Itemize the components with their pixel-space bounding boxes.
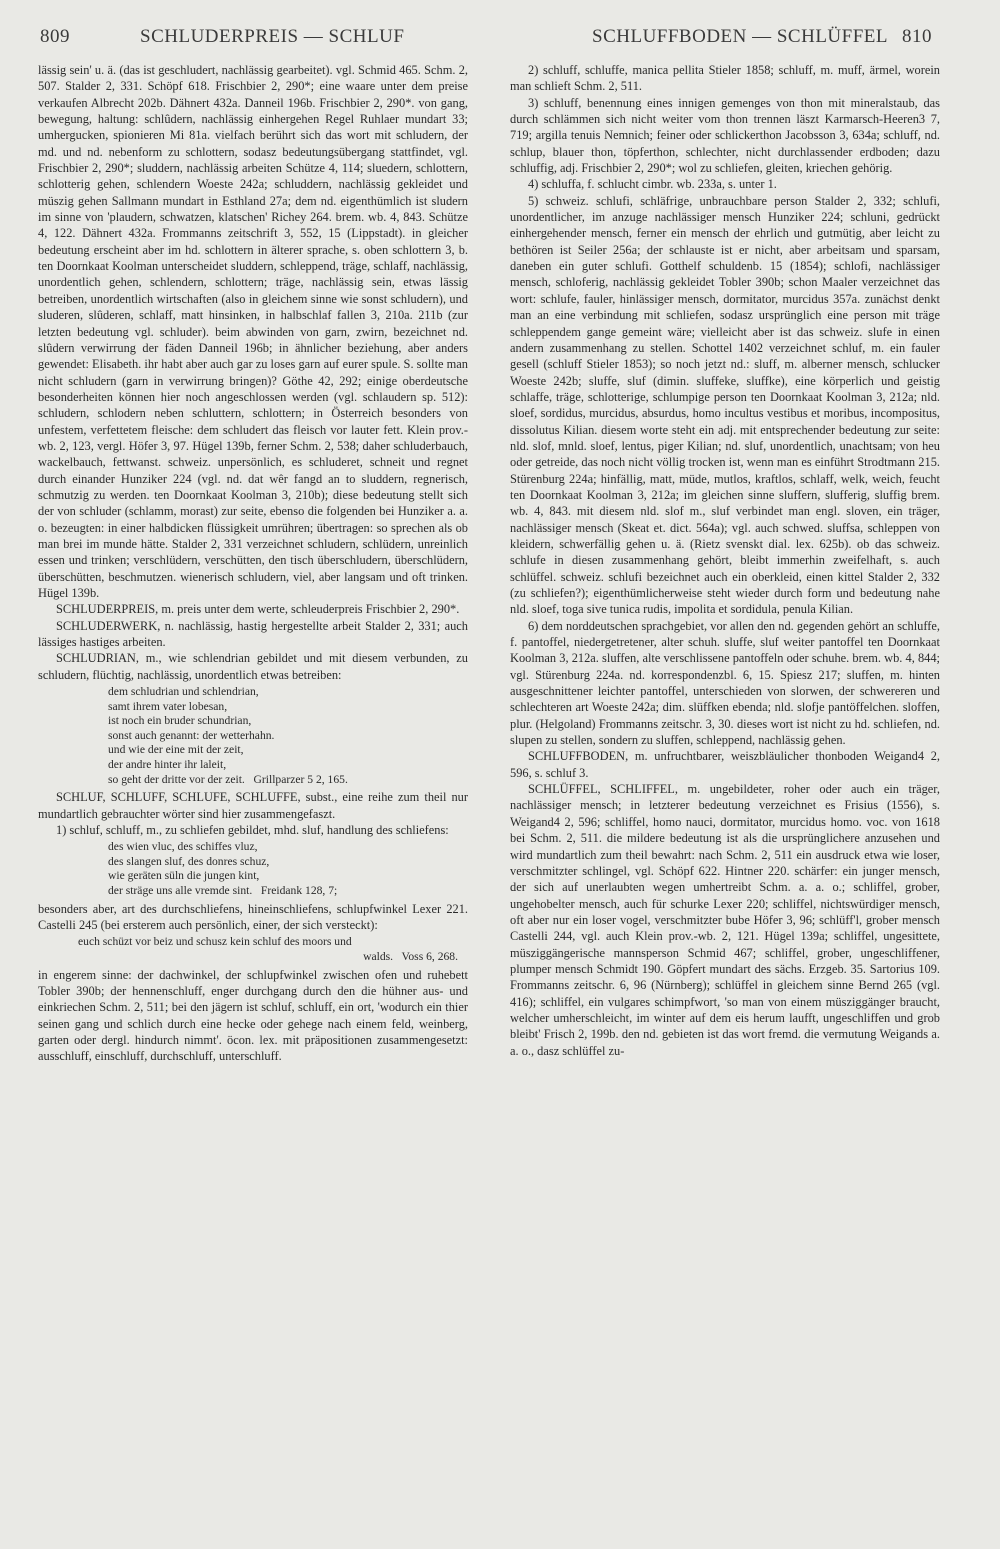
sense-6: 6) dem norddeutschen sprachgebiet, vor allen den nd. gegenden gehört an schluffe, f. pantoffel, niedergetretener, alter schuh. sluffe, sluf weiter pantoffel ten Doornkaat Koolman 3, 212a. sluffen, alte verschlissene pantoffeln oder schuhe. brem. wb. 4, 844; vgl. Stürenburg 224a. nd. korrespondenzbl. 6, 15. Spiesz 217; sluffen, m. hinten ausgeschnittener leichter pantoffel, unterschieden von slorwen, der schwereren und schlechteren art Woeste 242a; dim. slüffken ebenda; nld. slofje pantöffelchen. sloffen, plur. (Helgoland) Frommanns zeitschr. 3, 30. dieses wort ist nicht zu hd. schliefen, nd. slupen zu stellen, sondern zu sluffen, schleppend, nachlässig gehen. (510, 618, 940, 748)
quote-voss (78, 935, 468, 964)
entry-schluffboden: SCHLUFFBODEN, m. unfruchtbarer, weiszbläulicher thonboden Weigand4 2, 596, s. schluf 3. (510, 749, 940, 780)
page-header (40, 26, 940, 56)
entry-schluderpreis: SCHLUDERPREIS, m. preis unter dem werte, schleuderpreis Frischbier 2, 290*. (56, 602, 460, 617)
left-column (38, 62, 468, 1065)
right-page-number: 810 (902, 26, 932, 47)
sense-3: 3) schluff, benennung eines innigen gemenges von thon mit mineralstaub, das durch schlämmen sich nicht weiter vom thon trennen läszt Karmarsch-Heeren3 7, 719; argilla tenuis Nemnich; feiner oder schlickerthon Jacobsson 3, 634a; schluff, nd. schlup, blauer thon, töpferthon, schlechter, nicht durchlassender erdboden; dazu schluffig, adj. Frischbier 2, 290*; wol zu schliefen, gleiten, kriechen gehörig. (510, 95, 940, 176)
entry-continuation: lässig sein' u. ä. (das ist geschludert, nachlässig gearbeitet). vgl. Schmid 465. Schm. 2, 507. Stalder 2, 331. Schöpf 618. Frischbier 2, 290*; eine waare unter dem preise verkaufen Albrecht 202b. Dähnert 432a. Danneil 196b. Frischbier 2, 290*. von gang, bewegung, haltung: schlûdern, nachlässig einhergehen Regel Ruhlaer mundart 33; umhergucken, spionieren Mi 81a. vielfach berührt sich das wort mit schludern, der md. und nd. nebenform zu schlottern, sodasz bedeutungsübergang stattfindet, vgl. Frischbier 2, 290*; sluddern, nachlässig arbeiten Schütze 4, 114; sluedern, schlottern, schlotterig gehen, schlendern Woeste 242a; schluddern, nachlässig gekleidet und müszig gehen Sallmann mundart in Esthland 27a; dem nd. eigenthümlich ist sludern im sinne von 'plaudern, schwatzen, klatschen' Richey 264. brem. wb. 4, 843. Schütze 4, 122. Dähnert 432a. Frommanns zeitschrift 3, 552, 15 (Lippstadt). in gleicher bedeutung erscheint aber im hd. schlottern in älterer sprache, s. oben schlottern 3, b. ten Doornkaat Koolman unterscheidet sluddern, schleppend, träge, schlaff, nachlässig, unordentlich gehen, schlendern, schlottern; träge, nachlässig sein, etwas lässig betreiben, unordentlich wirtschaften (also in gleichem sinne wie sonst schludern), und sluderen, slûderen, schlaff, matt hinsinken, in halbschlaf fallen 3, 210a. 211b (zur letzten bedeutung vgl. schluder). beim abwinden von garn, zwirn, bezeichnet nd. slûdern verwirrung der fäden Danneil 196b; in ähnlicher beziehung, aber anders gewendet: Elisabeth. ihr habt aber auch gar zu loses garn auf eurer spule. S. sollte man nicht schludern (garn in verwirrung bringen)? Göthe 42, 292; einige oberdeutsche besonderheiten können hier noch angeschlossen werden (vgl. schlaudern sp. 512): schludern, schlodern neben schluttern, schlottern; in Österreich besonders von unfestem, verfettetem fleische: dem schludert das fleisch vor lauter fett. Klein prov.-wb. 2, 123, vergl. Höfer 3, 97. Hügel 139b, ferner Schm. 2, 538; daher schluderbauch, wackelbauch, fettwanst. schweiz. unpersönlich, es schluderet, schneit und regnet durch einander Hunziker 224 (vgl. nd. dat wêr fangd an to sluddern, regnerisch, schmutzig zu werden. ten Doornkaat Koolman 3, 210b); diese bedeutung stellt sich der von schluder (schlamm, morast) zur seite, ebenso die folgenden bei Hunziker a. a. o. bezeugten: in einer halbdicken flüssigkeit umrühren; übertragen: so sprechen als ob man brei im munde hätte. Stalder 2, 331 verzeichnet schludern, schlüdern, unreinlich essen und trinken; verschlüdern, verschütten, den tisch überschludern, überschlüdern, überschütten, beschmutzen. wienerisch schludern, viel, aber langsam und oft trinken. Hügel 139b. (38, 63, 468, 600)
right-running-head: SCHLUFFBODEN — SCHLÜFFEL (592, 26, 888, 47)
sense-1-continued: besonders aber, art des durchschliefens, hineinschliefens, schlupfwinkel Lexer 221. Castelli 245 (bei ersterem auch persönlich, einer, der sich versteckt): (38, 901, 468, 932)
entry-schluderwerk: SCHLUDERWERK, n. nachlässig, hastig hergestellte arbeit Stalder 2, 331; auch lässiges hastiges arbeiten. (38, 618, 468, 650)
quote-freidank: des wien vluc, des schiffes vluz, des slangen sluf, des donres schuz, wie geräten süln die jungen kint, der sträge uns alle vremde sint. Freidank 128, 7; (108, 840, 338, 898)
entry-schluf: SCHLUF, SCHLUFF, SCHLUFE, SCHLUFFE, subst., eine reihe zum theil nur mundartlich gebrauchter wörter sind hier zusammengefaszt. (38, 790, 468, 821)
entry-schlueffel: SCHLÜFFEL, SCHLIFFEL, m. ungebildeter, roher oder auch ein träger, nachlässiger mensch; in letzterer bedeutung verzeichnet es Frisius (1556), s. Weigand4 2, 596; schliffel, homo nauci, dormitator, murcidus homo. voc. von 1618 bei Schm. 2, 511. die mildere bedeutung ist als die ursprünglichere anzusehen und wird mundartlich zum theil bewahrt: nach Schm. 2, 511 ein ausdruck etwa wie loser, verschmitzter schlingel, vgl. Schöpf 622. Hintner 220. schärfer: ein junger mensch, der sich auf unerlaubten wegen umhertreibt Schm. a. a. o.; schliffel, grober, ungehobelter mensch, auch für schurke Lexer 220; schliffel, nichtswürdiger mensch, oft aber nur ein loser vogel, verschmitzter bube Höfer 3, 96; schlüff'l, grober mensch Castelli 244, vgl. auch Klein prov.-wb. 2, 121. Hügel 139a; schliffel, ungesittete, müsziggängerische mannsperson Schmid 467; schliffel, grober, ungeschliffener, plumper mensch Schmidt 190. Göpfert mundart des sächs. Erzgeb. 35. Sartorius 109. Frommanns zeitschr. 6, 96 (Nürnberg); schlüffel in gleichem sinne Bernd 265 (vgl. 416); schliffel, ein vulgares schimpfwort, 'so man von einem müsziggänger braucht, welcher umherschleicht, im winter auf dem eis herum laufft, ungeschliffen und grob bleibt' Frisch 2, 199b. den nd. gebieten ist das wort fremd. die vermutung Weigands a. a. o., dasz schlüffel zu- (510, 782, 940, 1058)
sense-4: 4) schluffa, f. schlucht cimbr. wb. 233a, s. unter 1. (528, 177, 777, 192)
quote-voss-line: euch schüzt vor beiz und schusz kein schluf des moors und (78, 935, 352, 949)
left-page-number: 809 (40, 26, 70, 47)
right-column (510, 62, 940, 1059)
sense-1-narrow: in engerem sinne: der dachwinkel, der schlupfwinkel zwischen ofen und ruhebett Tobler 390b; der hennenschluff, enger durchgang durch den die hühner aus- und einkriechen Schm. 2, 511; bei den jägern ist schluf, schluff, ein ort, 'wodurch ein thier seinen gang und schlich durch eine hecke oder gehege nach einem feld, weinberg, garten oder dergl. hindurch nimmt'. öcon. lex. mit präpositionen zusammengesetzt: ausschluff, einschluff, durchschluff, unterschluff. (38, 967, 468, 1064)
entry-schludrian: SCHLUDRIAN, m., wie schlendrian gebildet und mit diesem verbunden, zu schludern, flüchtig, nachlässig, unordentlich etwas betreiben: (38, 651, 468, 682)
sense-1: 1) schluf, schluff, m., zu schliefen gebildet, mhd. sluf, handlung des schliefens: (56, 822, 449, 837)
sense-2: 2) schluff, schluffe, manica pellita Stieler 1858; schluff, m. muff, ärmel, worein man schlieft Schm. 2, 511. (510, 63, 940, 94)
quote-voss-source: walds. Voss 6, 268. (363, 949, 458, 963)
left-running-head: SCHLUDERPREIS — SCHLUF (140, 26, 405, 47)
sense-5: 5) schweiz. schlufi, schläfrige, unbrauchbare person Stalder 2, 332; schlufi, unordentlicher, im anzuge nachlässiger mensch Hunziker 224; schluni, gedrückt einhergehender mensch, ferner ein mensch der ehrlich und gutmütig, aber leicht zu bethören ist Seiler 256a; der schlauste ist er nicht, aber arbeitsam und sparsam, daneben ein guter schlufi. Gotthelf schuldenb. 15 (1854); schlofi, nachlässiger mensch, schloferig, nachlässig gekleidet Tobler 390b; schon Maaler verzeichnet das wort: schlufe, fauler, hinlässiger mensch, dormitator, murcidus 357a. zunächst denkt man an eine verbindung mit schliefen, sodasz ursprünglich eine person mit träge schleppendem gange gemeint wäre; vielleicht aber ist das schweiz. slufe in einen andern zusammenhang zu stellen. Schottel 1402 verzeichnet schluf, m. ein fauler gesell (schluff Stieler 1853); so noch jetzt nd.: sluff, m. alberner mensch, schlucker Woeste 242b; sluffe, sluf (dimin. sluffeke, sluffke), eine körperlich und geistig schlaffe, träge, schlotterige, schlumpige person ten Doornkaat Koolman 3, 212a; nld. sloef, sordidus, murcidus, absurdus, homo incultus vestibus et moribus, incompositus, dissolutus Kilian. diesem worte steht ein adj. mit entsprechender bedeutung zur seite: nld. slof, mnld. sloef, lentus, piger Kilian; nd. sluf, unordentlich, unachtsam; von heu oder getreide, das noch nicht völlig trocken ist, wenn man es einführt Strodtmann 215. Stürenburg 224a; hinfällig, matt, müde, mutlos, kraftlos, schlaff, welk, weich, feucht ten Doornkaat Koolman 3, 212a; im gleichen sinne sluffern, slufferig, sluffig brem. wb. 4, 843. mit diesem nld. slof m., sluf verbindet man engl. sloven, ein träger, nachlässiger mensch (Skeat et. dict. 564a); vgl. auch schwed. sluffsa, schleppen von kleidern, schwerfällig gehen u. ä. (Rietz svenskt dial. lex. 625b). ob das schweiz. schlufe in diesen zusammenhang gehört, bleibt immerhin zweifelhaft, s. auch schlüffel. schweiz. schlufi bezeichnet auch ein oberkleid, einen kittel Stalder 2, 332 (zu schliefen?); eigenthümlicherweise steht wieder durch form und bedeutung nahe nld. sloef, toga sive tunica rudis, impolita et sordidula, penula Kilian. (510, 193, 940, 617)
quote-grillparzer: dem schludrian und schlendrian, samt ihrem vater lobesan, ist noch ein bruder schundrian, sonst auch genannt: der wetterhahn. und wie der eine mit der zeit, der andre hinter ihr laleit, so geht der dritte vor der zeit. Grillparzer 5 2, 165. (108, 685, 348, 786)
